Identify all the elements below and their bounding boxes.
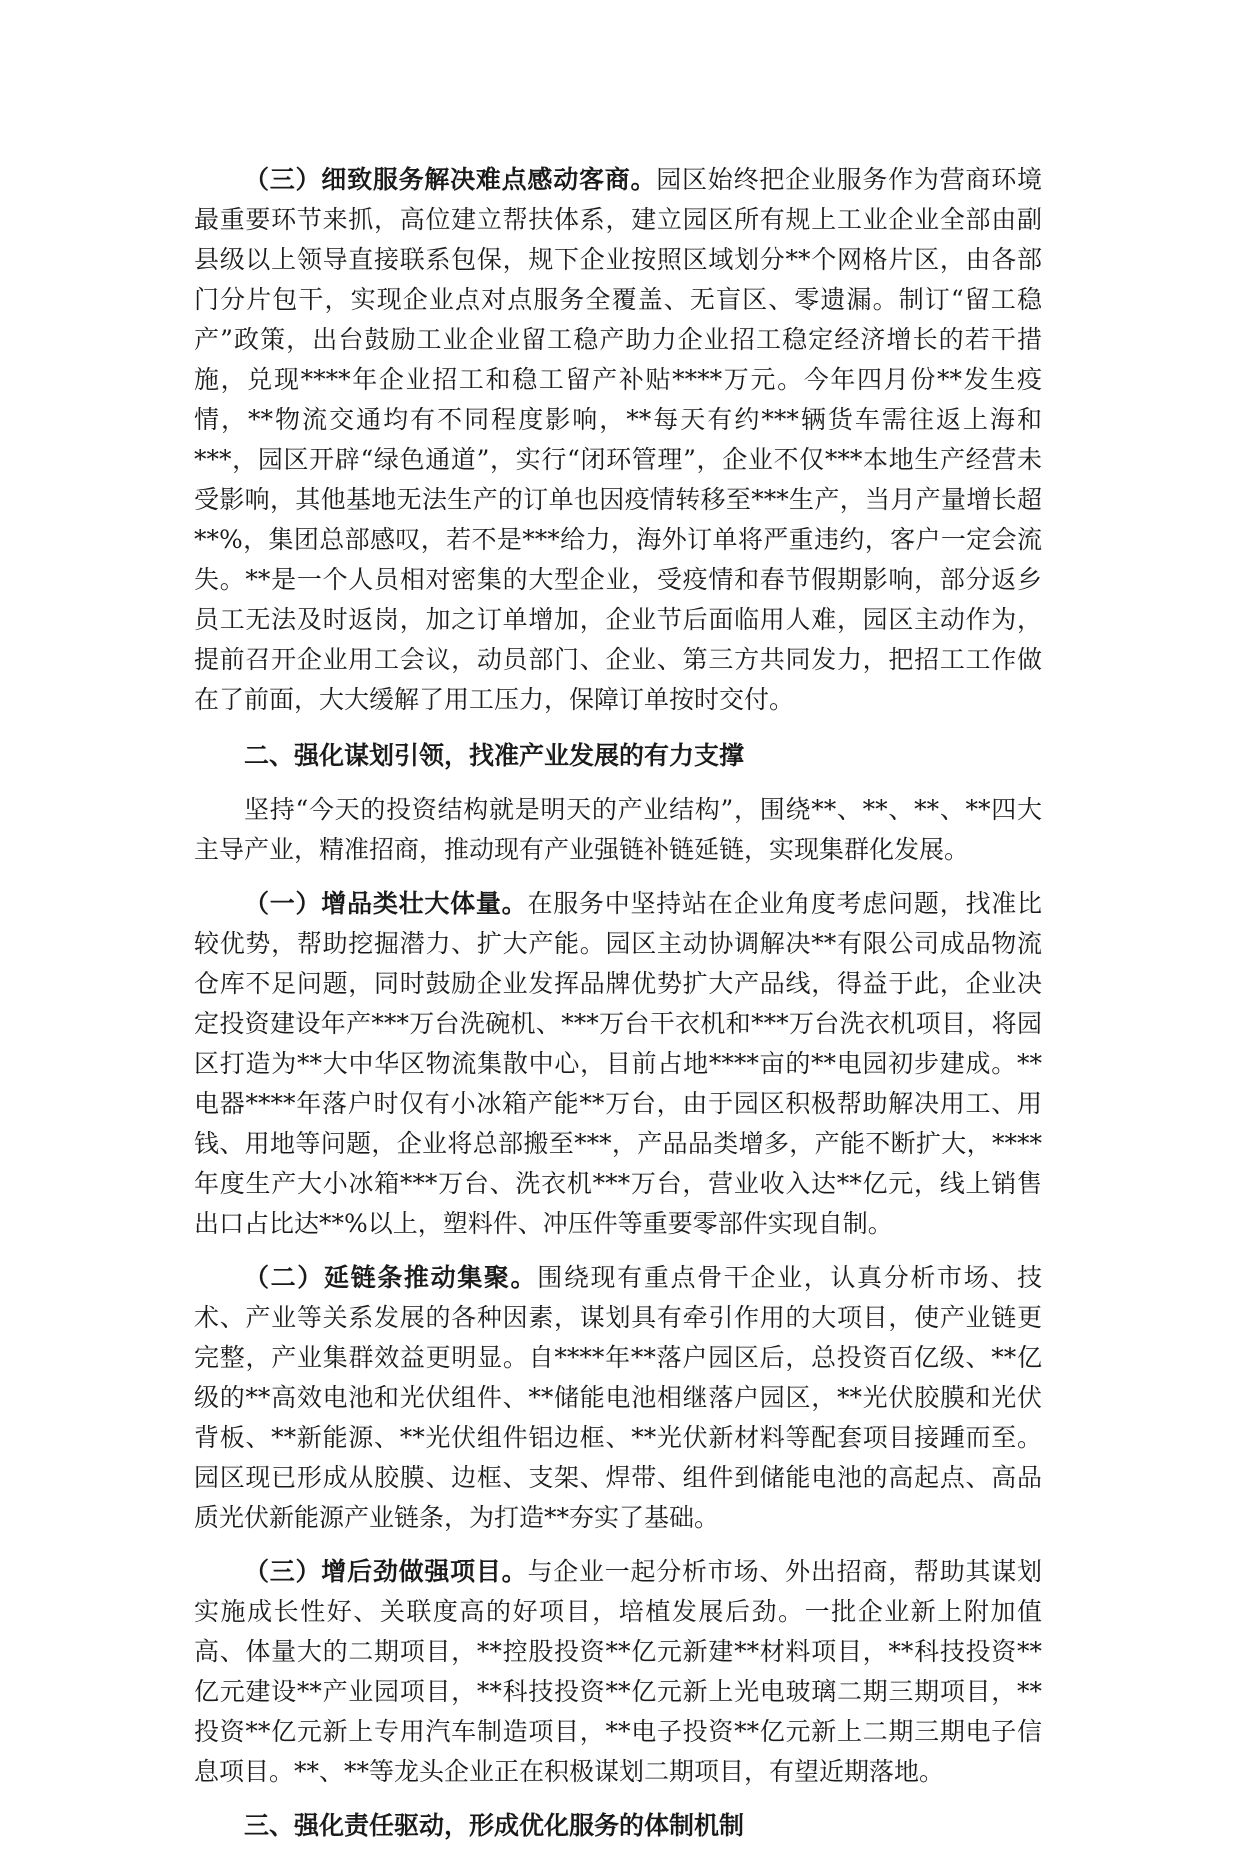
paragraph-text: 园区始终把企业服务作为营商环境最重要环节来抓，高位建立帮扶体系，建立园区所有规上工业企业全部由副县级以上领导直接联系包保，规下企业按照区域划分**个网格片区，由各部门分片包干，实现企业点对点服务全覆盖、无盲区、零遗漏。制订“留工稳产”政策，出台鼓励工业企业留工稳产助力企业招工稳定经济增长的若干措施，兑现****年企业招工和稳工留产补贴****万元。今年四月份**发生疫情，**物流交通均有不同程度影响，**每天有约***辆货车需往返上海和***，园区开辟“绿色通道”，实行“闭环管理”，企业不仅***本地生产经营未受影响，其他基地无法生产的订单也因疫情转移至***生产，当月产量增长超**%，集团总部感叹，若不是***给力，海外订单将严重违约，客户一定会流失。**是一个人员相对密集的大型企业，受疫情和春节假期影响，部分返乡员工无法及时返岗，加之订单增加，企业节后面临用人难，园区主动作为，提前召开企业用工会议，动员部门、企业、第三方共同发力，把招工工作做在了前面，大大缓解了用工压力，保障订单按时交付。: [194, 165, 1042, 714]
paragraph-category: [194, 884, 1042, 1244]
paragraph-text: 在服务中坚持站在企业角度考虑问题，找准比较优势，帮助挖掘潜力、扩大产能。园区主动协调解决**有限公司成品物流仓库不足问题，同时鼓励企业发挥品牌优势扩大产品线，得益于此，企业决定投资建设年产***万台洗碗机、***万台干衣机和***万台洗衣机项目，将园区打造为**大中华区物流集散中心，目前占地****亩的**电园初步建成。**电器****年落户时仅有小冰箱产能**万台，由于园区积极帮助解决用工、用钱、用地等问题，企业将总部搬至***，产品品类增多，产能不断扩大，****年度生产大小冰箱***万台、洗衣机***万台，营业收入达**亿元，线上销售出口占比达**%以上，塑料件、冲压件等重要零部件实现自制。: [194, 889, 1042, 1238]
paragraph-chain: [194, 1258, 1042, 1538]
paragraph-lead: （二）延链条推动集聚。: [244, 1263, 538, 1292]
paragraph-lead: （一）增品类壮大体量。: [244, 889, 528, 918]
paragraph-projects: [194, 1552, 1042, 1792]
paragraph-lead: （三）增后劲做强项目。: [244, 1557, 528, 1586]
paragraph-lead: （三）细致服务解决难点感动客商。: [244, 165, 657, 194]
paragraph-intro: 坚持“今天的投资结构就是明天的产业结构”，围绕**、**、**、**四大主导产业，精准招商，推动现有产业强链补链延链，实现集群化发展。: [194, 795, 1042, 864]
paragraph-text: 与企业一起分析市场、外出招商，帮助其谋划实施成长性好、关联度高的好项目，培植发展后劲。一批企业新上附加值高、体量大的二期项目，**控股投资**亿元新建**材料项目，**科技投资**亿元建设**产业园项目，**科技投资**亿元新上光电玻璃二期三期项目，**投资**亿元新上专用汽车制造项目，**电子投资**亿元新上二期三期电子信息项目。**、**等龙头企业正在积极谋划二期项目，有望近期落地。: [194, 1557, 1042, 1786]
document-body: [194, 160, 1042, 1860]
section-heading-2: 二、强化谋划引领，找准产业发展的有力支撑: [244, 741, 745, 770]
paragraph-service: [194, 160, 1042, 720]
paragraph-text: 围绕现有重点骨干企业，认真分析市场、技术、产业等关系发展的各种因素，谋划具有牵引作用的大项目，使产业链更完整，产业集群效益更明显。自****年**落户园区后，总投资百亿级、**亿级的**高效电池和光伏组件、**储能电池相继落户园区，**光伏胶膜和光伏背板、**新能源、**光伏组件铝边框、**光伏新材料等配套项目接踵而至。园区现已形成从胶膜、边框、支架、焊带、组件到储能电池的高起点、高品质光伏新能源产业链条，为打造**夯实了基础。: [194, 1263, 1042, 1532]
section-heading-3: 三、强化责任驱动，形成优化服务的体制机制: [244, 1811, 745, 1840]
